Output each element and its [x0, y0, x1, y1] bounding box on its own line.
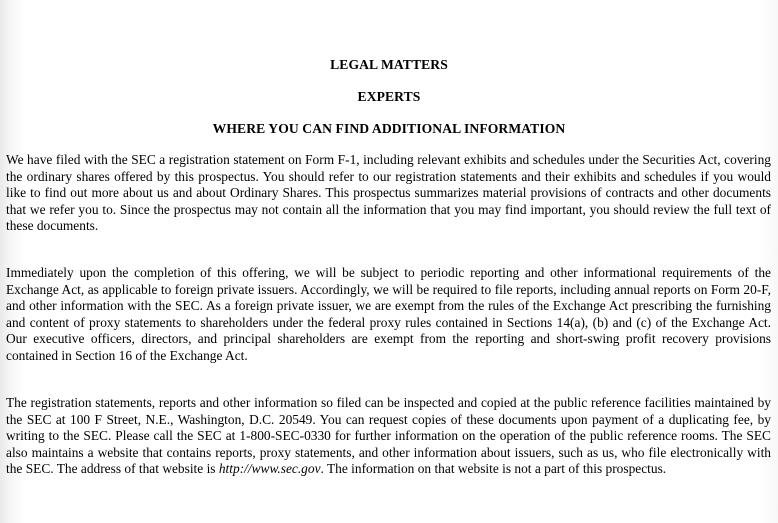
paragraph-public-reference-tail: . The information on that website is not a part of this prospectus. [320, 461, 667, 476]
paragraph-periodic-reporting: Immediately upon the completion of this offering, we will be subject to periodic reporting and other informational requirements of the Exchange Act, as applicable to foreign private issuers. Accordingly, we will be required to file reports, including annual reports on Form 20-F, and other information with the SEC. As a foreign private issuer, we are exempt from the rules of the Exchange Act prescribing the furnishing and content of proxy statements to shareholders under the federal proxy rules contained in Sections 14(a), (b) and (c) of the Exchange Act. Our executive officers, directors, and principal shareholders are exempt from the reporting and short-swing profit recovery provisions contained in Section 16 of the Exchange Act. [6, 265, 771, 363]
heading-legal-matters: LEGAL MATTERS [330, 57, 448, 72]
heading-additional-information: WHERE YOU CAN FIND ADDITIONAL INFORMATION [212, 121, 566, 136]
paragraph-registration-statement: We have filed with the SEC a registration statement on Form F-1, including relevant exhibits and schedules under the Securities Act, covering the ordinary shares offered by this prospectus. You should refer to our registration statements and their exhibits and schedules if you would like to find out more about us and about Ordinary Shares. This prospectus summarizes material provisions of contracts and other documents that we refer you to. Since the prospectus may not contain all the information that you may find important, you should review the full text of these documents. [6, 152, 771, 233]
heading-experts: EXPERTS [357, 89, 421, 104]
paragraph-public-reference [6, 395, 771, 478]
paragraph-public-reference-text: The registration statements, reports and other information so filed can be inspected and copied at the public reference facilities maintained by the SEC at 100 F Street, N.E., Washington, D.C. 20549. You can request copies of these documents upon payment of a duplicating fee, by writing to the SEC. Please call the SEC at 1-800-SEC-0330 for further information on the operation of the public reference rooms. The SEC also maintains a website that contains reports, proxy statements, and other information about issuers, such as us, who file electronically with the SEC. The address of that website is [6, 395, 771, 476]
sec-website-link[interactable]: http://www.sec.gov [218, 461, 321, 476]
